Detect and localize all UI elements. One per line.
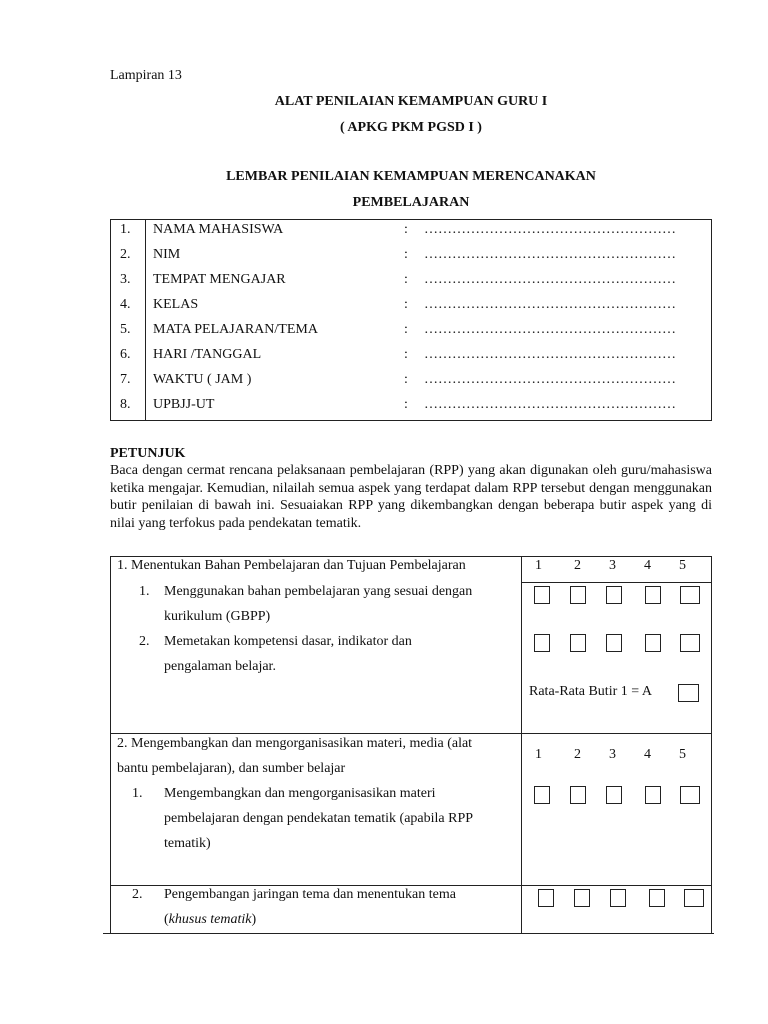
item-text: kurikulum (GBPP) — [164, 609, 271, 624]
identity-row — [111, 372, 711, 397]
item-text: tematik) — [164, 836, 211, 851]
identity-row-fill-field[interactable]: ……………………………………………… — [424, 372, 676, 387]
item-text: Memetakan kompetensi dasar, indikator dan — [164, 634, 412, 649]
identity-row — [111, 322, 711, 347]
identity-row-number: 6. — [120, 347, 131, 362]
score-checkbox[interactable] — [570, 634, 586, 652]
identity-row-fill-field[interactable]: ……………………………………………… — [424, 347, 676, 362]
item-note-open: ( — [164, 912, 169, 927]
identity-row-label: HARI /TANGGAL — [153, 347, 262, 362]
identity-row-colon: : — [404, 272, 408, 287]
scale-label: 4 — [644, 747, 651, 762]
table-bottom-edge — [103, 933, 714, 934]
score-checkbox[interactable] — [680, 786, 700, 804]
identity-row-fill-field[interactable]: ……………………………………………… — [424, 272, 676, 287]
average-label: Rata-Rata Butir 1 = A — [529, 684, 652, 699]
identity-row-colon: : — [404, 322, 408, 337]
item-text: Pengembangan jaringan tema dan menentukan tema — [164, 887, 456, 902]
identity-row-label: UPBJJ-UT — [153, 397, 215, 412]
score-checkbox[interactable] — [645, 634, 661, 652]
identity-row — [111, 272, 711, 297]
average-score-box[interactable] — [678, 684, 699, 702]
identity-row-colon: : — [404, 297, 408, 312]
score-checkbox[interactable] — [570, 586, 586, 604]
item-text: Mengembangkan dan mengorganisasikan materi — [164, 786, 436, 801]
identity-row-number: 1. — [120, 222, 131, 237]
scale-label: 5 — [679, 558, 686, 573]
sheet-title: LEMBAR PENILAIAN KEMAMPUAN MERENCANAKAN — [226, 169, 596, 184]
scale-label: 4 — [644, 558, 651, 573]
identity-row — [111, 247, 711, 272]
identity-row-label: NIM — [153, 247, 181, 262]
page-title: ALAT PENILAIAN KEMAMPUAN GURU I — [274, 94, 548, 109]
item-text: Menggunakan bahan pembelajaran yang sesuai dengan — [164, 584, 473, 599]
item-number: 2. — [139, 634, 150, 649]
scale-label: 5 — [679, 747, 686, 762]
identity-row-number: 3. — [120, 272, 131, 287]
score-checkbox[interactable] — [606, 586, 622, 604]
identity-row-number: 5. — [120, 322, 131, 337]
score-checkbox[interactable] — [538, 889, 554, 907]
score-checkbox[interactable] — [645, 586, 661, 604]
score-checkbox[interactable] — [574, 889, 590, 907]
score-checkbox[interactable] — [680, 586, 700, 604]
section-divider — [111, 733, 711, 734]
item-number: 1. — [132, 786, 143, 801]
identity-row-colon: : — [404, 397, 408, 412]
instructions-heading: PETUNJUK — [110, 446, 186, 461]
identity-row-fill-field[interactable]: ……………………………………………… — [424, 322, 676, 337]
item-text-note — [164, 912, 256, 928]
item-number: 2. — [132, 887, 143, 902]
sheet-title-line2: PEMBELAJARAN — [352, 195, 470, 210]
page-title-code: ( APKG PKM PGSD I ) — [340, 120, 482, 135]
identity-row-colon: : — [404, 247, 408, 262]
identity-row — [111, 397, 711, 422]
scale-label: 3 — [609, 558, 616, 573]
instructions-text: Baca dengan cermat rencana pelaksanaan pembelajaran (RPP) yang akan digunakan oleh guru/mahasiswa ketika mengajar. Kemudian, nilailah semua aspek yang terdapat dalam RPP tersebut dengan menggunakan butir penilaian di bawah ini. Sesuaiakan RPP yang dikembangkan dengan beberapa butir aspek yang di nilai yang terfokus pada pendekatan tematik. — [110, 463, 712, 531]
identity-row-label: NAMA MAHASISWA — [153, 222, 284, 237]
score-checkbox[interactable] — [684, 889, 704, 907]
identity-row-label: MATA PELAJARAN/TEMA — [153, 322, 318, 337]
assessment-table — [110, 556, 712, 934]
identity-row-colon: : — [404, 222, 408, 237]
identity-row-label: TEMPAT MENGAJAR — [153, 272, 286, 287]
score-checkbox[interactable] — [649, 889, 665, 907]
score-checkbox[interactable] — [534, 634, 550, 652]
identity-row-fill-field[interactable]: ……………………………………………… — [424, 397, 676, 412]
section1-title: 1. Menentukan Bahan Pembelajaran dan Tujuan Pembelajaran — [117, 558, 466, 573]
identity-row-colon: : — [404, 372, 408, 387]
scale-label: 2 — [574, 558, 581, 573]
identity-row-fill-field[interactable]: ……………………………………………… — [424, 297, 676, 312]
identity-row-fill-field[interactable]: ……………………………………………… — [424, 222, 676, 237]
identity-row-fill-field[interactable]: ……………………………………………… — [424, 247, 676, 262]
item-text: pengalaman belajar. — [164, 659, 276, 674]
identity-row-number: 4. — [120, 297, 131, 312]
identity-row-number: 7. — [120, 372, 131, 387]
score-column-divider — [521, 557, 522, 934]
score-checkbox[interactable] — [610, 889, 626, 907]
section2-title: 2. Mengembangkan dan mengorganisasikan materi, media (alat — [117, 736, 473, 751]
scale-label: 1 — [535, 558, 542, 573]
score-checkbox[interactable] — [680, 634, 700, 652]
identity-row-number: 8. — [120, 397, 131, 412]
identity-row — [111, 222, 711, 247]
score-checkbox[interactable] — [606, 786, 622, 804]
identity-table — [110, 219, 712, 421]
score-checkbox[interactable] — [570, 786, 586, 804]
attachment-label: Lampiran 13 — [110, 68, 182, 83]
identity-row-label: KELAS — [153, 297, 199, 312]
item-note-close: ) — [251, 912, 257, 927]
scale-label: 2 — [574, 747, 581, 762]
score-checkbox[interactable] — [645, 786, 661, 804]
identity-row-label: WAKTU ( JAM ) — [153, 372, 252, 387]
identity-row-number: 2. — [120, 247, 131, 262]
item-divider — [111, 885, 711, 886]
score-checkbox[interactable] — [534, 586, 550, 604]
item-number: 1. — [139, 584, 150, 599]
scale-header-line — [521, 582, 712, 583]
item-note-emphasis: khusus tematik — [168, 912, 252, 927]
identity-row-colon: : — [404, 347, 408, 362]
identity-row — [111, 297, 711, 322]
scale-label: 1 — [535, 747, 542, 762]
score-checkbox[interactable] — [606, 634, 622, 652]
item-text: pembelajaran dengan pendekatan tematik (apabila RPP — [164, 811, 474, 826]
identity-row — [111, 347, 711, 372]
score-checkbox[interactable] — [534, 786, 550, 804]
scale-label: 3 — [609, 747, 616, 762]
section2-title: bantu pembelajaran), dan sumber belajar — [117, 761, 346, 776]
